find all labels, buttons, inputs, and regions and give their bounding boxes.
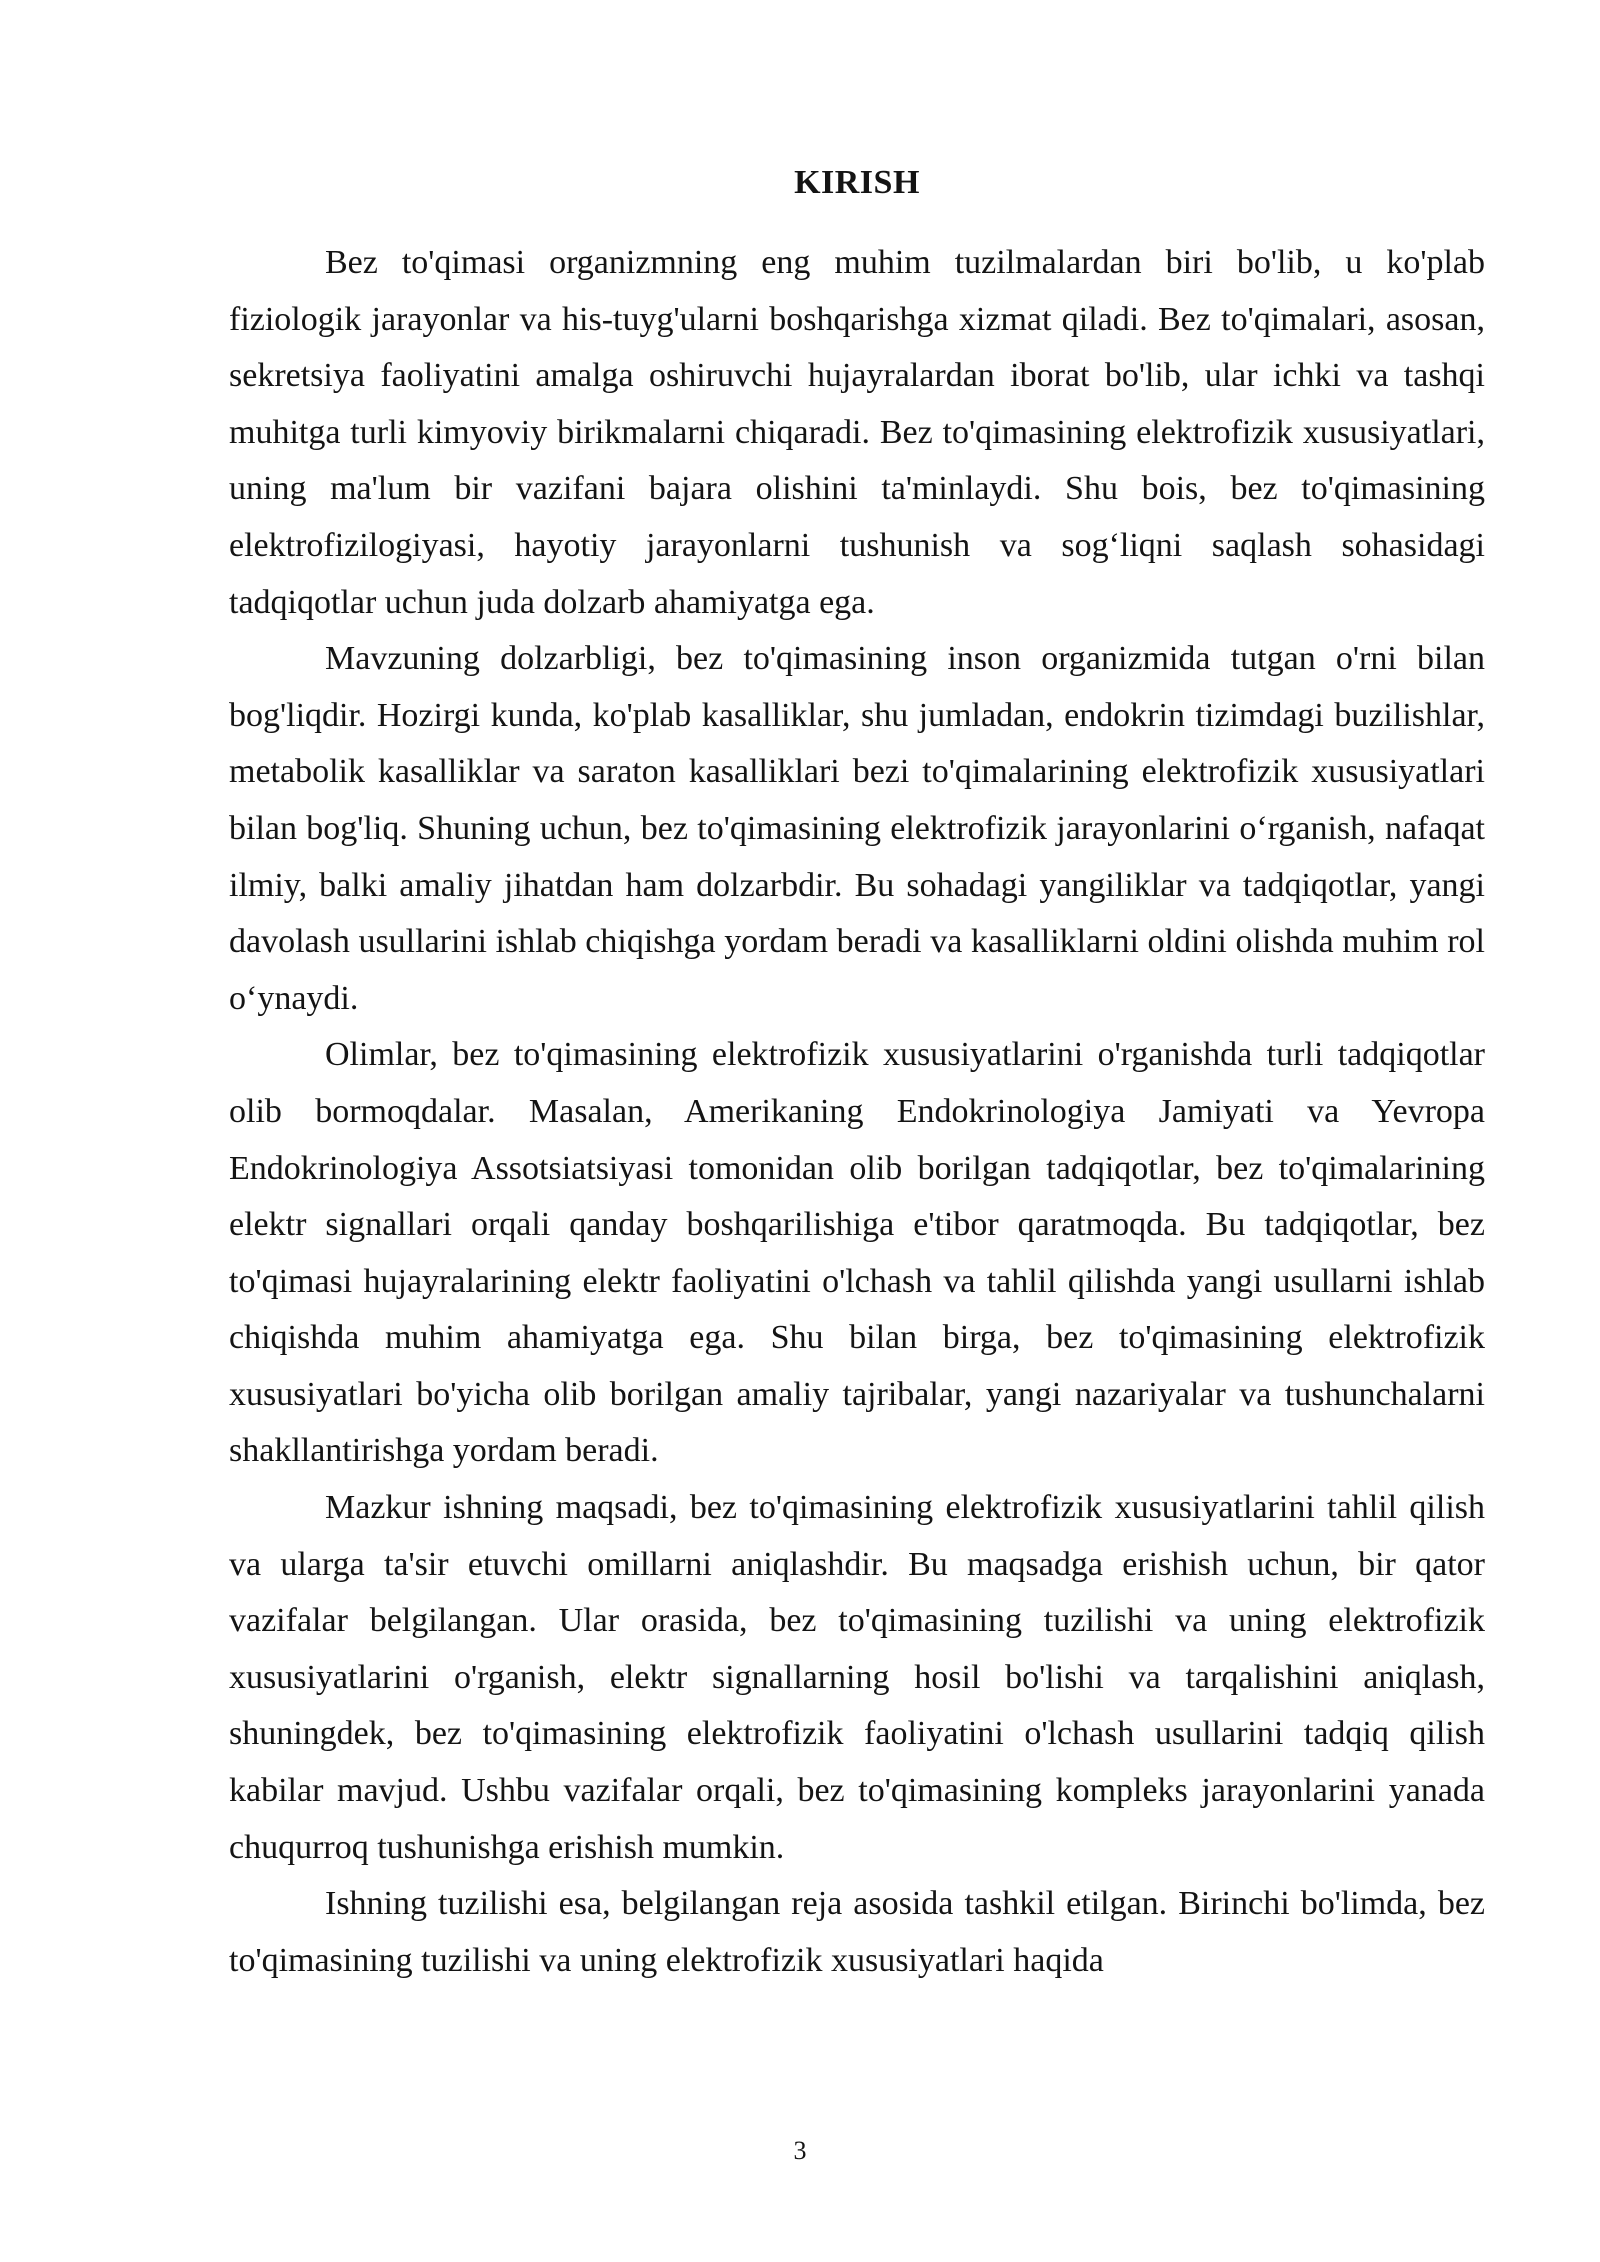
paragraph-research: Olimlar, bez to'qimasining elektrofizik xususiyatlarini o'rganishda turli tadqiqotlar olib bormoqdalar. Masalan, Amerikaning Endokrinologiya Jamiyati va Yevropa Endokrinologiya Assotsiatsiyasi tomonidan olib borilgan tadqiqotlar, bez to'qimalarining elektr signallari orqali qanday boshqarilishiga e'tibor qaratmoqda. Bu tadqiqotlar, bez to'qimasi hujayralarining elektr faoliyatini o'lchash va tahlil qilishda yangi usullarni ishlab chiqishda muhim ahamiyatga ega. Shu bilan birga, bez to'qimasining elektrofizik xususiyatlari bo'yicha olib borilgan amaliy tajribalar, yangi nazariyalar va tushunchalarni shakllantirishga yordam beradi. (229, 1036, 1485, 1470)
page-number: 3 (793, 2136, 807, 2165)
paragraph-goal: Mazkur ishning maqsadi, bez to'qimasining elektrofizik xususiyatlarini tahlil qilish va ularga ta'sir etuvchi omillarni aniqlashdir. Bu maqsadga erishish uchun, bir qator vazifalar belgilangan. Ular orasida, bez to'qimasining tuzilishi va uning elektrofizik xususiyatlarini o'rganish, elektr signallarning hosil bo'lishi va tarqalishini aniqlash, shuningdek, bez to'qimasining elektrofizik faoliyatini o'lchash usullarini tadqiq qilish kabilar mavjud. Ushbu vazifalar orqali, bez to'qimasining kompleks jarayonlarini yanada chuqurroq tushunishga erishish mumkin. (229, 1489, 1485, 1866)
paragraph-relevance: Mavzuning dolzarbligi, bez to'qimasining inson organizmida tutgan o'rni bilan bog'liqdir. Hozirgi kunda, ko'plab kasalliklar, shu jumladan, endokrin tizimdagi buzilishlar, metabolik kasalliklar va saraton kasalliklari bezi to'qimalarining elektrofizik xususiyatlari bilan bog'liq. Shuning uchun, bez to'qimasining elektrofizik jarayonlarini o‘rganish, nafaqat ilmiy, balki amaliy jihatdan ham dolzarbdir. Bu sohadagi yangiliklar va tadqiqotlar, yangi davolash usullarini ishlab chiqishga yordam beradi va kasalliklarni oldini olishda muhim rol o‘ynaydi. (229, 640, 1485, 1017)
paragraph-intro: Bez to'qimasi organizmning eng muhim tuzilmalardan biri bo'lib, u ko'plab fiziologik jarayonlar va his-tuyg'ularni boshqarishga xizmat qiladi. Bez to'qimalari, asosan, sekretsiya faoliyatini amalga oshiruvchi hujayralardan iborat bo'lib, ular ichki va tashqi muhitga turli kimyoviy birikmalarni chiqaradi. Bez to'qimasining elektrofizik xususiyatlari, uning ma'lum bir vazifani bajara olishini ta'minlaydi. Shu bois, bez to'qimasining elektrofizilogiyasi, hayotiy jarayonlarni tushunish va sog‘liqni saqlash sohasidagi tadqiqotlar uchun juda dolzarb ahamiyatga ega. (229, 244, 1485, 621)
page-title: KIRISH (794, 164, 920, 201)
document-body (229, 163, 1485, 1989)
paragraph-structure: Ishning tuzilishi esa, belgilangan reja asosida tashkil etilgan. Birinchi bo'limda, bez to'qimasining tuzilishi va uning elektrofizik xususiyatlari haqida (229, 1885, 1485, 1979)
